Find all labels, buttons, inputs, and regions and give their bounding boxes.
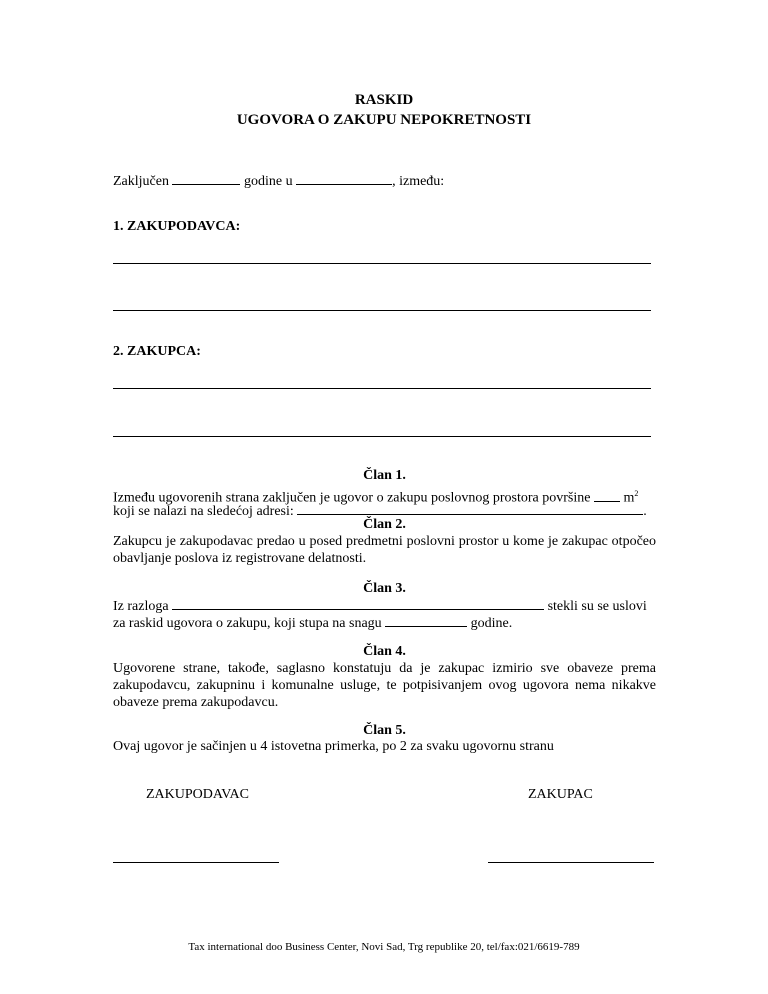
article-3-text-4: godine. bbox=[470, 616, 513, 631]
footer-text: Tax international doo Business Center, Novi Sad, Trg republike 20, tel/fax:021/6619-789 bbox=[188, 941, 580, 953]
article-3-text-1: Iz razloga bbox=[113, 599, 169, 614]
area-field[interactable] bbox=[594, 489, 620, 502]
article-3-line-2 bbox=[113, 614, 512, 632]
intro-text-3: , između: bbox=[392, 174, 445, 189]
article-1-text-1: Između ugovorenih strana zaključen je ugovor o zakupu poslovnog prostora površine bbox=[113, 490, 591, 506]
article-3-text-3: za raskid ugovora o zakupu, koji stupa na snagu bbox=[113, 616, 382, 631]
landlord-line-1[interactable] bbox=[113, 263, 651, 264]
tenant-line-1[interactable] bbox=[113, 388, 651, 389]
tenant-label: 2. ZAKUPCA: bbox=[113, 344, 201, 359]
intro-text-1: Zaključen bbox=[113, 174, 169, 189]
article-3-text-2: stekli su se uslovi bbox=[547, 599, 647, 614]
landlord-label: 1. ZAKUPODAVCA: bbox=[113, 219, 241, 234]
document-subtitle: UGOVORA O ZAKUPU NEPOKRETNOSTI bbox=[236, 112, 532, 128]
article-2-text: Zakupcu je zakupodavac predao u posed predmetni poslovni prostor u kome je zakupac otpočeo obavljanje poslova iz registrovane delatnosti. bbox=[113, 534, 656, 566]
document-title: RASKID bbox=[354, 92, 414, 108]
signature-right-line[interactable] bbox=[488, 862, 654, 863]
reason-field[interactable] bbox=[172, 597, 544, 610]
article-4-text: Ugovorene strane, takođe, saglasno konstatuju da je zakupac izmirio sve obaveze prema zakupodavcu, zakupninu i komunalne usluge, te potpisivanjem ovog ugovora nema nikakve obaveze prema zakupodavcu. bbox=[113, 661, 656, 710]
signature-left-line[interactable] bbox=[113, 862, 279, 863]
area-unit: m bbox=[623, 490, 635, 506]
signature-left-label: ZAKUPODAVAC bbox=[146, 787, 249, 802]
signature-right-label: ZAKUPAC bbox=[528, 787, 593, 802]
article-2-heading: Član 2. bbox=[363, 517, 406, 532]
article-3-heading: Član 3. bbox=[363, 581, 406, 596]
article-5-heading: Član 5. bbox=[363, 723, 406, 738]
address-field[interactable] bbox=[297, 502, 643, 515]
intro-text-2: godine u bbox=[243, 174, 293, 189]
article-1-heading: Član 1. bbox=[363, 468, 406, 483]
effective-date-field[interactable] bbox=[385, 614, 467, 627]
place-field[interactable] bbox=[296, 172, 392, 185]
article-3-line-1 bbox=[113, 597, 656, 615]
area-unit-sup: 2 bbox=[634, 489, 639, 498]
article-5-text: Ovaj ugovor je sačinjen u 4 istovetna primerka, po 2 za svaku ugovornu stranu bbox=[113, 739, 554, 754]
landlord-line-2[interactable] bbox=[113, 310, 651, 311]
date-field[interactable] bbox=[172, 172, 240, 185]
tenant-line-2[interactable] bbox=[113, 436, 651, 437]
article-1-end: . bbox=[643, 504, 647, 519]
article-1-text-2: koji se nalazi na sledećoj adresi: bbox=[113, 504, 294, 519]
intro-line bbox=[113, 172, 444, 190]
article-4-heading: Član 4. bbox=[363, 644, 406, 659]
